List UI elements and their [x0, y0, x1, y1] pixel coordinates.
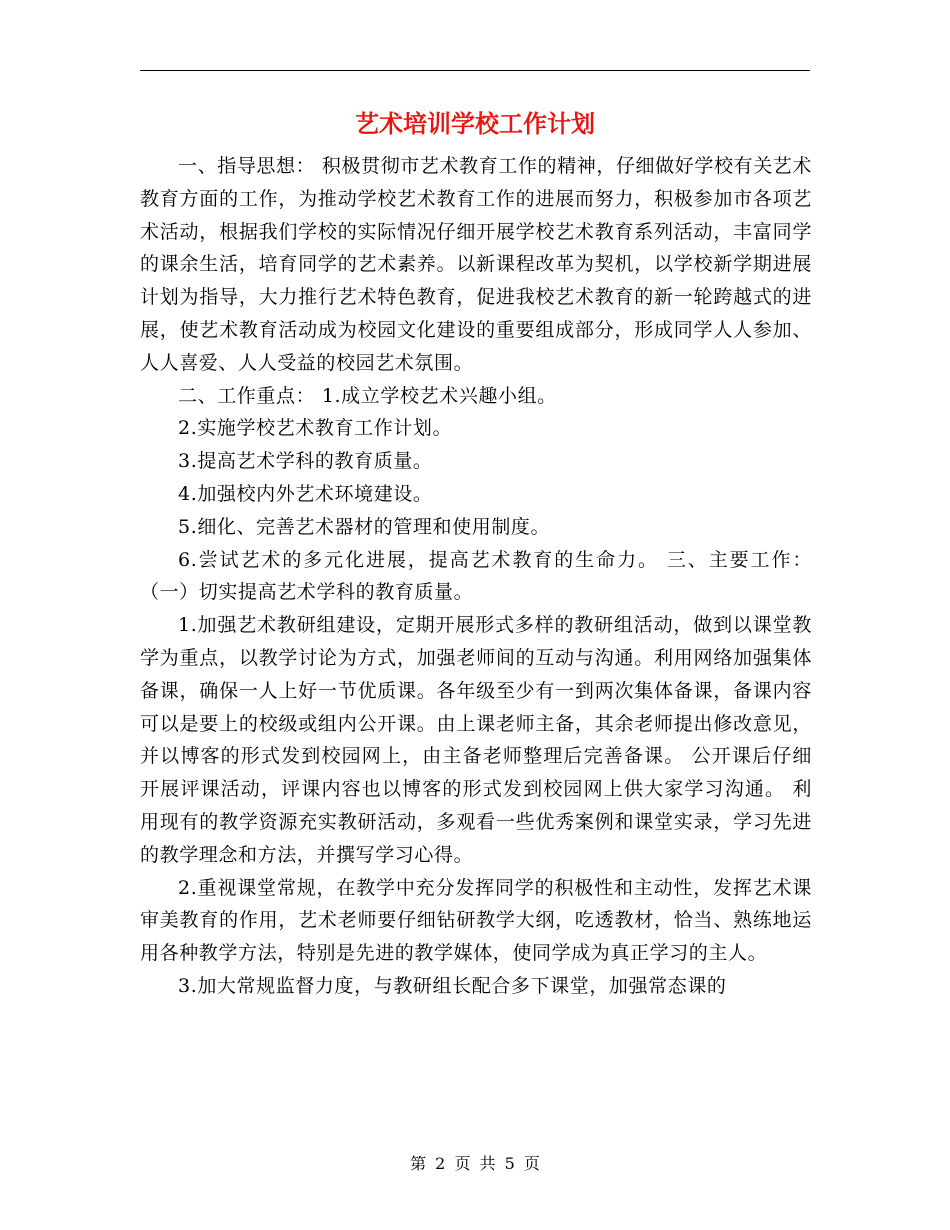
paragraph: 3.提高艺术学科的教育质量。: [178, 450, 433, 473]
document-title: 艺术培训学校工作计划: [355, 110, 595, 138]
paragraph: 一、指导思想： 积极贯彻市艺术教育工作的精神，仔细做好学校有关艺术教育方面的工作，为推动学校艺术教育工作的进展而努力，积极参加市各项艺术活动，根据我们学校的实际情况仔细开展学校艺术教育系列活动，丰富同学的课余生活，培育同学的艺术素养。以新课程改革为契机，以学校新学期进展计划为指导，大力推行艺术特色教育，促进我校艺术教育的新一轮跨越式的进展，使艺术教育活动成为校园文化建设的重要组成部分，形成同学人人参加、人人喜爱、人人受益的校园艺术氛围。: [140, 155, 812, 374]
paragraph: 1.加强艺术教研组建设，定期开展形式多样的教研组活动，做到以课堂教学为重点，以教学讨论为方式，加强老师间的互动与沟通。利用网络加强集体备课，确保一人上好一节优质课。各年级至少有一到两次集体备课，备课内容可以是要上的校级或组内公开课。由上课老师主备，其余老师提出修改意见，并以博客的形式发到校园网上，由主备老师整理后完善备课。 公开课后仔细开展评课活动，评课内容也以博客的形式发到校园网上供大家学习沟通。 利用现有的教学资源充实教研活动，多观看一些优秀案例和课堂实录，学习先进的教学理念和方法，并撰写学习心得。: [140, 614, 812, 866]
page-footer: 第 2 页 共 5 页: [410, 1154, 540, 1173]
paragraph: 二、工作重点： 1.成立学校艺术兴趣小组。: [178, 384, 557, 407]
paragraph: 3.加大常规监督力度，与教研组长配合多下课堂，加强常态课的: [178, 974, 727, 997]
header-rule: [140, 70, 810, 71]
paragraph: 2.重视课堂常规，在教学中充分发挥同学的积极性和主动性，发挥艺术课审美教育的作用，艺术老师要仔细钻研教学大纲，吃透教材，恰当、熟练地运用各种教学方法，特别是先进的教学媒体，使同学成为真正学习的主人。: [140, 876, 812, 965]
document-body: [140, 150, 812, 1003]
paragraph: 6.尝试艺术的多元化进展，提高艺术教育的生命力。 三、主要工作： （一）切实提高艺术学科的教育质量。: [140, 548, 812, 604]
paragraph: 2.实施学校艺术教育工作计划。: [178, 417, 453, 440]
paragraph: 5.细化、完善艺术器材的管理和使用制度。: [178, 515, 551, 538]
paragraph: 4.加强校内外艺术环境建设。: [178, 482, 433, 505]
